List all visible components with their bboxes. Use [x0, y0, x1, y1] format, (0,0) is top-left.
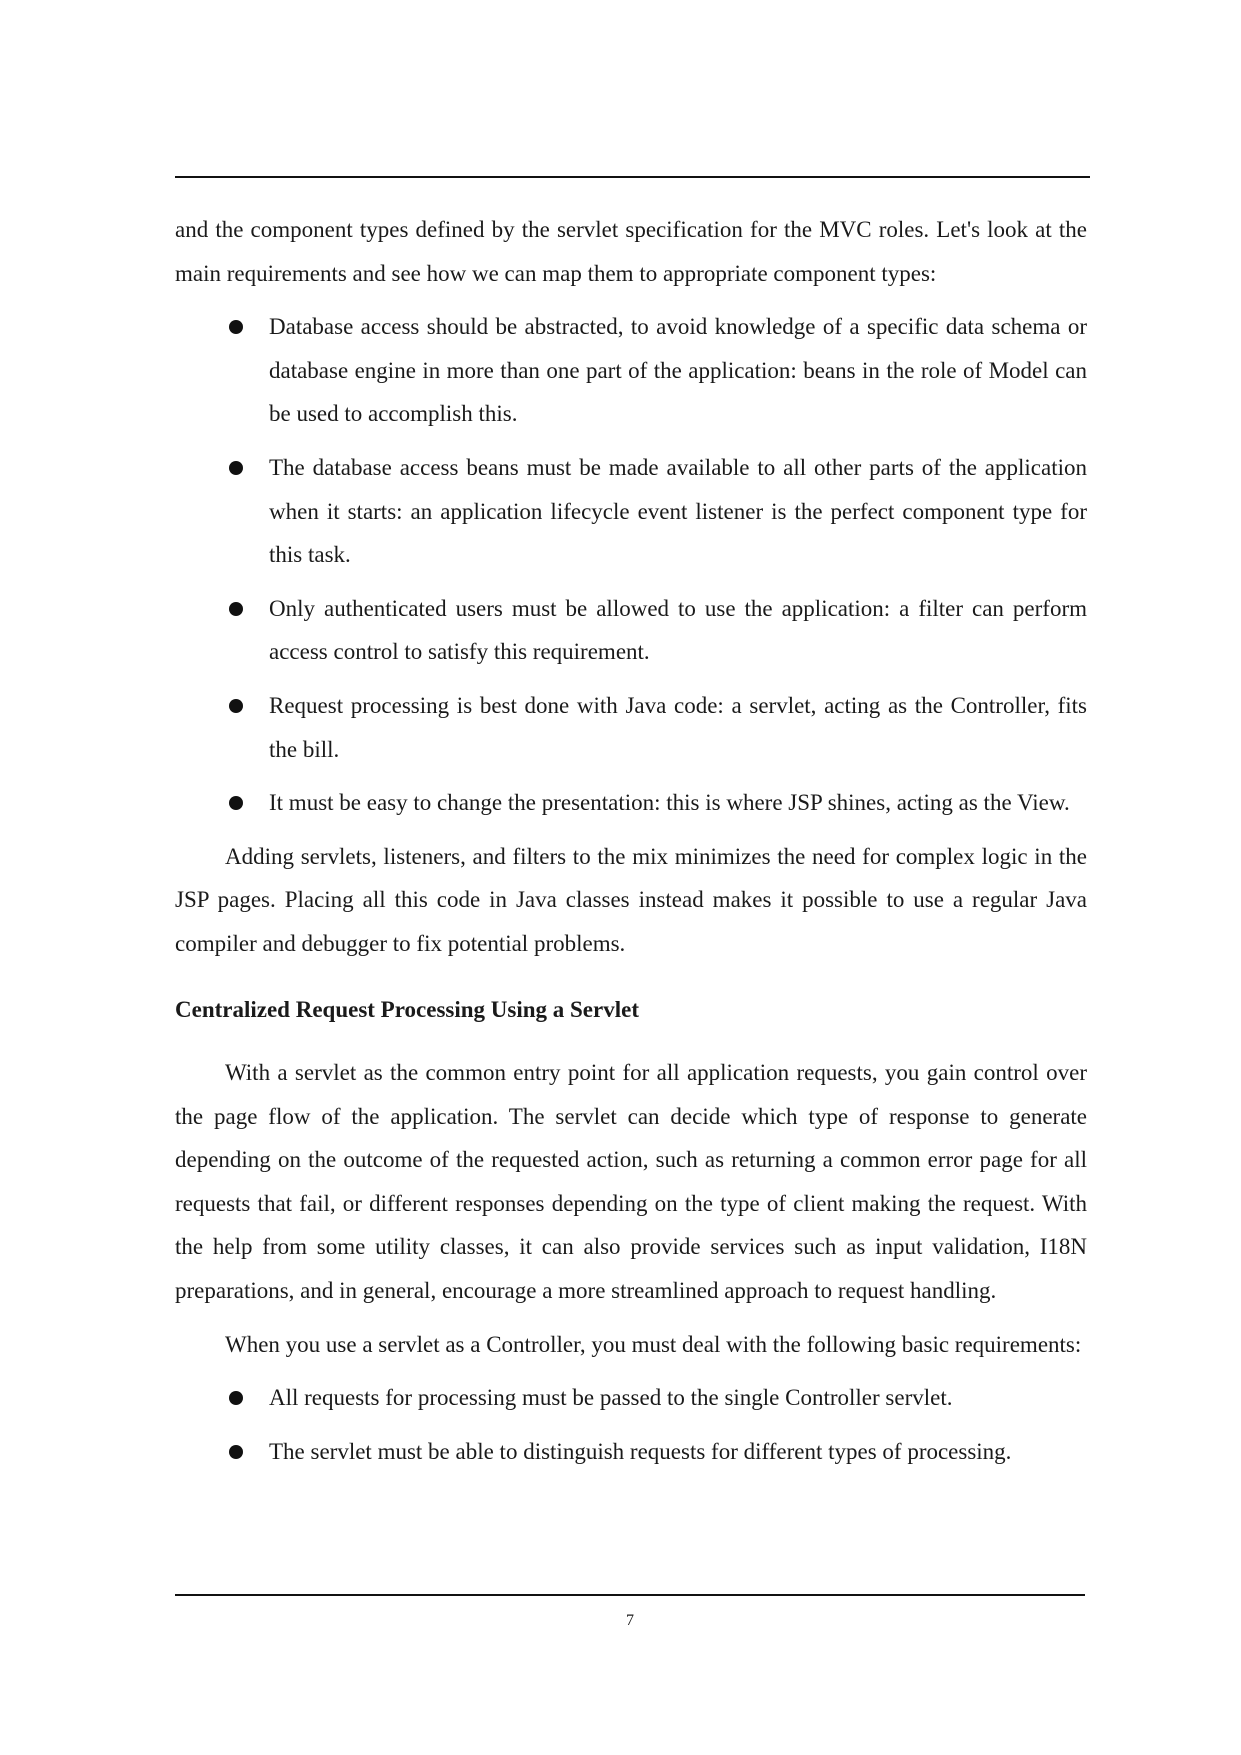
list-item-text: It must be easy to change the presentation: this is where JSP shines, acting as the View. [269, 790, 1070, 816]
list-item [175, 587, 1087, 674]
bullet-icon [229, 602, 243, 616]
section-paragraph-1: With a servlet as the common entry point for all application requests, you gain control over the page flow of the application. The servlet can decide which type of response to generate depending on the outcome of the requested action, such as returning a common error page for all requests that fail, or different responses depending on the type of client making the request. With the help from some utility classes, it can also provide services such as input validation, I18N preparations, and in general, encourage a more streamlined approach to request handling. [175, 1060, 1087, 1304]
requirements-list [175, 305, 1087, 825]
bullet-icon [229, 1445, 243, 1459]
list-item [175, 1376, 1087, 1420]
list-item [175, 781, 1087, 825]
section-heading: Centralized Request Processing Using a Servlet [175, 996, 639, 1022]
list-item [175, 1430, 1087, 1474]
bullet-icon [229, 1391, 243, 1405]
list-item [175, 446, 1087, 577]
bullet-icon [229, 320, 243, 334]
footer-rule [175, 1594, 1085, 1596]
bullet-icon [229, 699, 243, 713]
list-item-text: The database access beans must be made available to all other parts of the application when it starts: an application lifecycle event listener is the perfect component type for this task. [269, 454, 1087, 568]
list-item-text: Database access should be abstracted, to avoid knowledge of a specific data schema or database engine in more than one part of the application: beans in the role of Model can be used to accomplish this. [269, 314, 1087, 427]
list-item-text: Only authenticated users must be allowed to use the application: a filter can perform access control to satisfy this requirement. [269, 595, 1087, 665]
list-item [175, 305, 1087, 436]
list-item-text: All requests for processing must be passed to the single Controller servlet. [269, 1385, 953, 1411]
bullet-icon [229, 461, 243, 475]
list-item-text: The servlet must be able to distinguish requests for different types of processing. [269, 1438, 1012, 1464]
list-item [175, 684, 1087, 771]
bullet-icon [229, 796, 243, 810]
mix-paragraph: Adding servlets, listeners, and filters to the mix minimizes the need for complex logic in the JSP pages. Placing all this code in Java classes instead makes it possible to use a regular Java compiler and debugger to fix potential problems. [175, 843, 1087, 956]
list-item-text: Request processing is best done with Java code: a servlet, acting as the Controller, fits the bill. [269, 692, 1087, 762]
page-number: 7 [626, 1612, 634, 1629]
controller-requirements-list [175, 1376, 1087, 1473]
intro-paragraph: and the component types defined by the servlet specification for the MVC roles. Let's look at the main requirements and see how we can map them to appropriate component types: [175, 217, 1087, 286]
section-paragraph-2: When you use a servlet as a Controller, you must deal with the following basic requirements: [225, 1331, 1082, 1357]
page-body [175, 208, 1087, 1483]
header-rule [175, 176, 1090, 178]
